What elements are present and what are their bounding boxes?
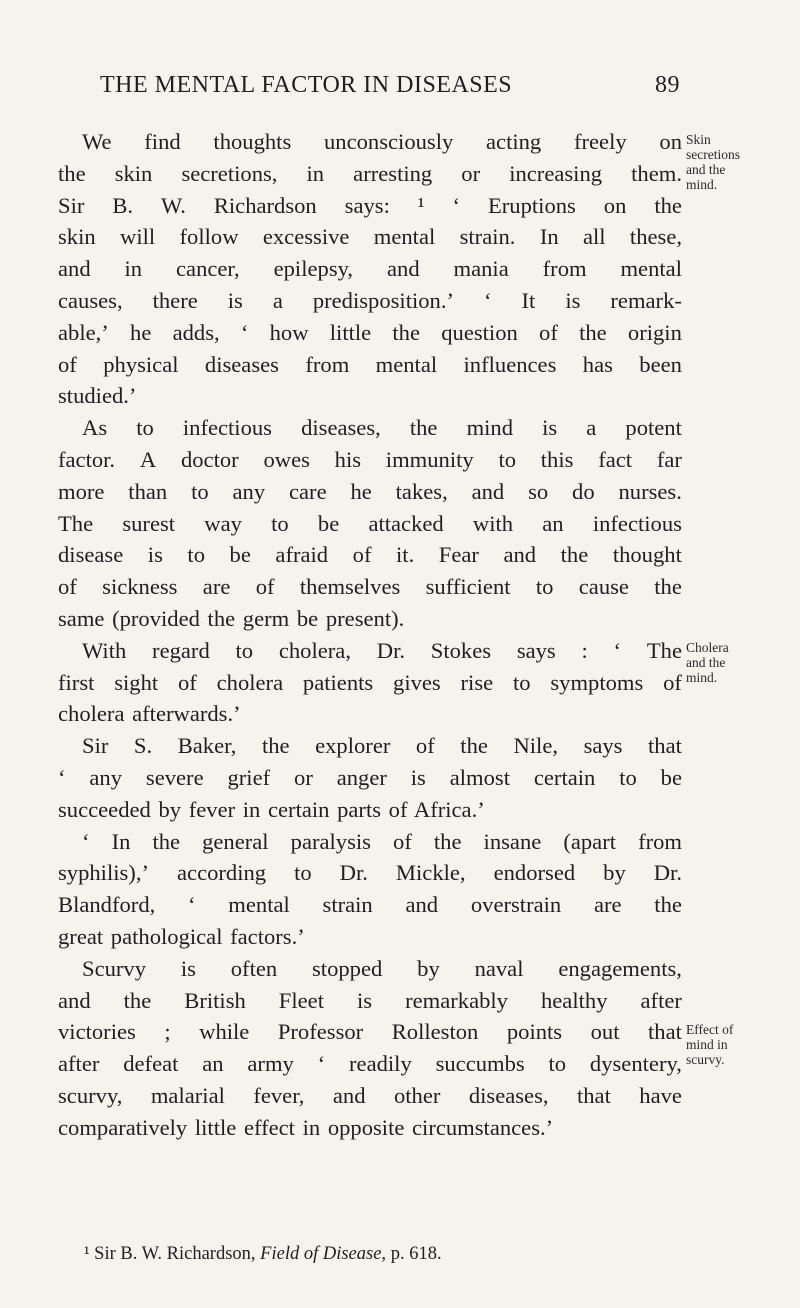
margin-note-line: mind in [686, 1037, 728, 1052]
margin-note-skin [686, 132, 798, 192]
margin-note-line: Effect of [686, 1022, 734, 1037]
footnote-marker: ¹ [84, 1244, 90, 1264]
text-line: of physical diseases from mental influences has been [58, 351, 682, 377]
text-line: studied.’ [58, 383, 137, 409]
running-title: THE MENTAL FACTOR IN DISEASES [100, 72, 513, 98]
margin-note-cholera [686, 640, 798, 685]
text-line: able,’ he adds, ‘ how little the question of the origin [58, 319, 682, 345]
footnote-text-before: Sir B. W. Richardson, [94, 1244, 256, 1264]
page-number: 89 [655, 72, 680, 98]
body-text [58, 126, 682, 1144]
running-header [100, 72, 680, 106]
text-line: The surest way to be attacked with an infectious [58, 510, 682, 536]
text-line: As to infectious diseases, the mind is a potent [82, 415, 682, 441]
text-line: cholera afterwards.’ [58, 701, 241, 727]
text-line: Blandford, ‘ mental strain and overstrain are the [58, 892, 682, 918]
text-line: We find thoughts unconsciously acting freely on [82, 129, 682, 154]
text-line: disease is to be afraid of it. Fear and the thought [58, 542, 682, 568]
text-line: and the British Fleet is remarkably healthy after [58, 987, 682, 1013]
margin-note-line: mind. [686, 177, 718, 192]
text-line: the skin secretions, in arresting or increasing them. [58, 160, 682, 186]
text-line: ‘ In the general paralysis of the insane (apart from [82, 828, 682, 854]
text-line: and in cancer, epilepsy, and mania from mental [58, 256, 682, 282]
text-line: Scurvy is often stopped by naval engagements, [82, 955, 682, 981]
margin-note-scurvy [686, 1022, 798, 1067]
text-line: skin will follow excessive mental strain. In all these, [58, 224, 682, 250]
footnote-text-after: p. 618. [390, 1244, 442, 1264]
margin-note-line: Cholera [686, 640, 729, 655]
text-line: great pathological factors.’ [58, 923, 305, 949]
footnote [84, 1244, 442, 1265]
text-line: syphilis),’ according to Dr. Mickle, endorsed by Dr. [58, 860, 682, 886]
margin-note-line: mind. [686, 670, 718, 685]
text-line: With regard to cholera, Dr. Stokes says : ‘ The [82, 637, 682, 663]
text-line: Sir B. W. Richardson says: ¹ ‘ Eruptions on the [58, 192, 682, 218]
margin-note-line: Skin [686, 132, 711, 147]
text-line: victories ; while Professor Rolleston points out that [58, 1019, 682, 1045]
margin-note-line: and the [686, 655, 726, 670]
text-line: causes, there is a predisposition.’ ‘ It is remark- [58, 287, 682, 313]
text-line: first sight of cholera patients gives rise to symptoms of [58, 669, 682, 695]
margin-note-line: secretions [686, 147, 740, 162]
text-line: factor. A doctor owes his immunity to this fact far [58, 446, 682, 472]
text-line: same (provided the germ be present). [58, 605, 405, 631]
text-line: scurvy, malarial fever, and other diseases, that have [58, 1082, 682, 1108]
text-line: of sickness are of themselves sufficient to cause the [58, 574, 682, 600]
text-line: ‘ any severe grief or anger is almost certain to be [58, 764, 682, 790]
text-line: comparatively little effect in opposite circumstances.’ [58, 1114, 554, 1140]
margin-note-line: and the [686, 162, 726, 177]
margin-note-line: scurvy. [686, 1052, 725, 1067]
text-line: more than to any care he takes, and so do nurses. [58, 478, 682, 504]
text-line: Sir S. Baker, the explorer of the Nile, says that [82, 733, 682, 759]
footnote-title: Field of Disease, [260, 1244, 387, 1264]
text-line: succeeded by fever in certain parts of Africa.’ [58, 796, 485, 822]
text-line: after defeat an army ‘ readily succumbs to dysentery, [58, 1051, 682, 1077]
